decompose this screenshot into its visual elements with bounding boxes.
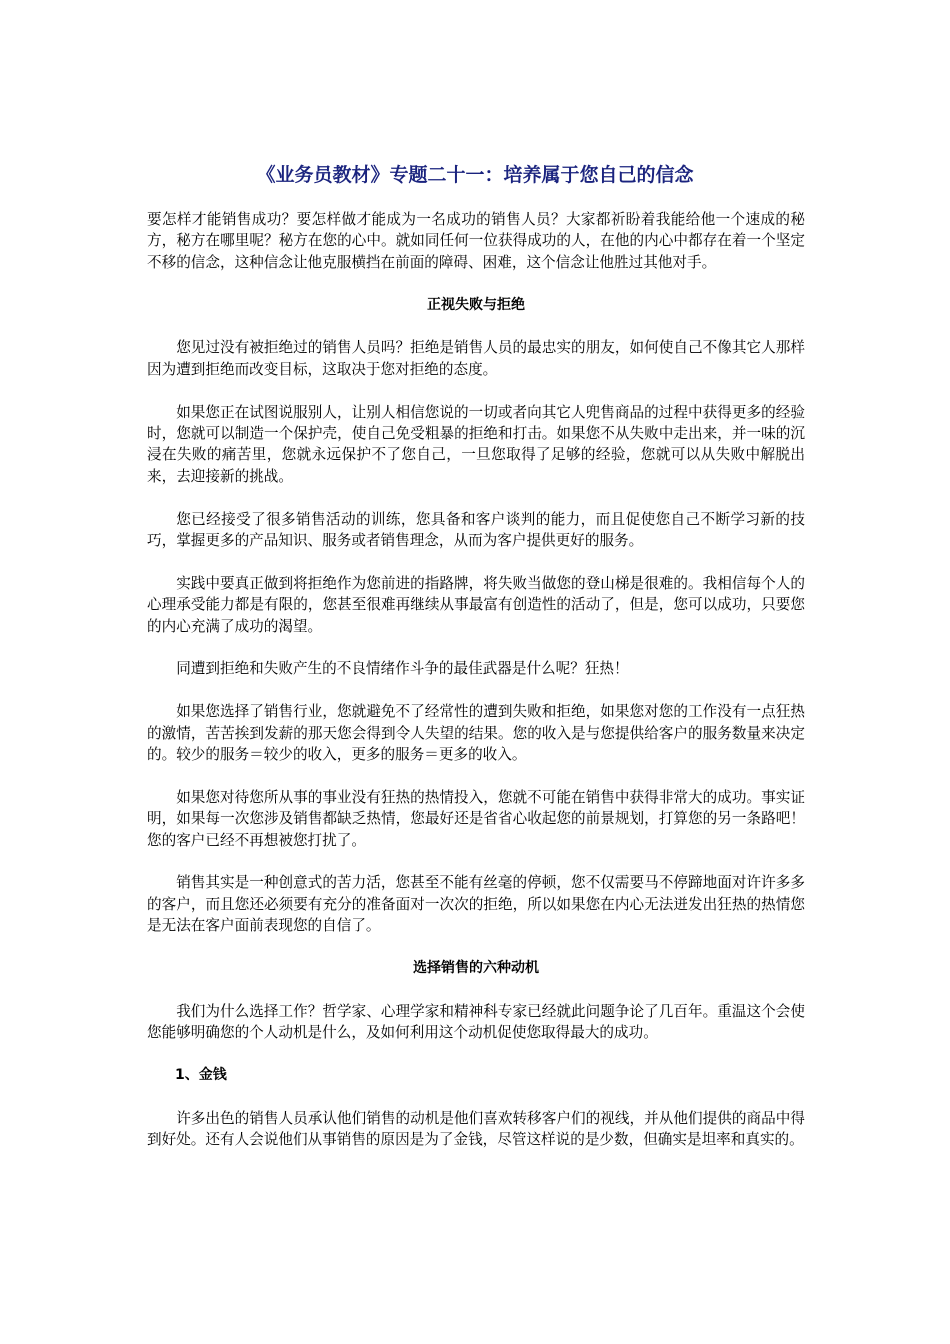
- body-paragraph: 实践中要真正做到将拒绝作为您前进的指路牌，将失败当做您的登山梯是很难的。我相信每个人的心理承受能力都是有限的，您甚至很难再继续从事最富有创造性的活动了，但是，您可以成功，只要您的内心充满了成功的渴望。: [147, 574, 805, 635]
- section-heading-six-motives: 选择销售的六种动机: [413, 960, 539, 977]
- section-heading-failure-rejection: 正视失败与拒绝: [427, 296, 525, 313]
- body-paragraph: 您已经接受了很多销售活动的训练，您具备和客户谈判的能力，而且促使您自己不断学习新的技巧，掌握更多的产品知识、服务或者销售理念，从而为客户提供更好的服务。: [147, 510, 805, 550]
- body-paragraph: 如果您正在试图说服别人，让别人相信您说的一切或者向其它人兜售商品的过程中获得更多的经验时，您就可以制造一个保护壳，使自己免受粗暴的拒绝和打击。如果您不从失败中走出来，并一味的沉浸在失败的痛苦里，您就永远保护不了您自己，一旦您取得了足够的经验，您就可以从失败中解脱出来，去迎接新的挑战。: [147, 403, 805, 485]
- document-title: 《业务员教材》专题二十一：培养属于您自己的信念: [256, 164, 694, 186]
- body-paragraph: 您见过没有被拒绝过的销售人员吗？拒绝是销售人员的最忠实的朋友，如何使自己不像其它人那样因为遭到拒绝而改变目标，这取决于您对拒绝的态度。: [147, 339, 805, 378]
- body-paragraph: 如果您对待您所从事的事业没有狂热的热情投入，您就不可能在销售中获得非常大的成功。事实证明，如果每一次您涉及销售都缺乏热情，您最好还是省省心收起您的前景规划，打算您的另一条路吧！您的客户已经不再想被您打扰了。: [147, 788, 805, 849]
- body-paragraph: 如果您选择了销售行业，您就避免不了经常性的遭到失败和拒绝，如果您对您的工作没有一点狂热的激情，苦苦挨到发薪的那天您会得到令人失望的结果。您的收入是与您提供给客户的服务数量来决定的。较少的服务＝较少的收入，更多的服务＝更多的收入。: [147, 703, 805, 764]
- intro-paragraph: 要怎样才能销售成功？要怎样做才能成为一名成功的销售人员？大家都祈盼着我能给他一个速成的秘方，秘方在哪里呢？秘方在您的心中。就如同任何一位获得成功的人，在他的内心中都存在着一个坚定不移的信念，这种信念让他克服横挡在前面的障碍、困难，这个信念让他胜过其他对手。: [147, 211, 805, 271]
- body-paragraph: 销售其实是一种创意式的苦力活，您甚至不能有丝毫的停顿，您不仅需要马不停蹄地面对许许多多的客户，而且您还必须要有充分的准备面对一次次的拒绝，所以如果您在内心无法迸发出狂热的热情您是无法在客户面前表现您的自信了。: [147, 874, 805, 935]
- body-paragraph: 同遭到拒绝和失败产生的不良情绪作斗争的最佳武器是什么呢？狂热！: [176, 660, 629, 678]
- document-body: [147, 209, 805, 1172]
- subheading-money: 1、金钱: [175, 1067, 227, 1084]
- body-paragraph: 许多出色的销售人员承认他们销售的动机是他们喜欢转移客户们的视线，并从他们提供的商品中得到好处。还有人会说他们从事销售的原因是为了金钱，尽管这样说的是少数，但确实是坦率和真实的。: [147, 1109, 805, 1149]
- body-paragraph: 我们为什么选择工作？哲学家、心理学家和精神科专家已经就此问题争论了几百年。重温这个会使您能够明确您的个人动机是什么，及如何利用这个动机促使您取得最大的成功。: [147, 1002, 805, 1042]
